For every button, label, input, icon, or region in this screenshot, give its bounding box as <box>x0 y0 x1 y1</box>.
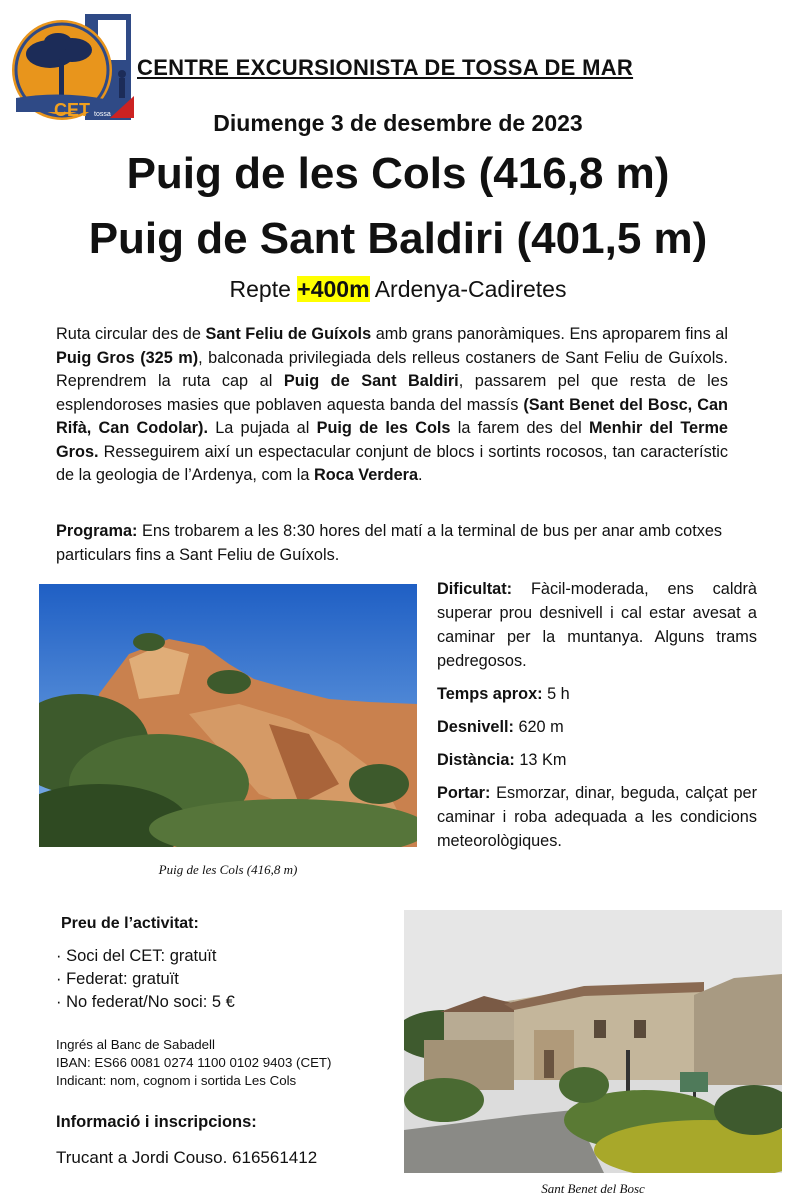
organization-name: CENTRE EXCURSIONISTA DE TOSSA DE MAR <box>137 55 634 80</box>
price-list <box>56 945 235 1014</box>
event-date: Diumenge 3 de desembre de 2023 <box>213 110 583 136</box>
challenge-prefix: Repte <box>229 276 291 302</box>
details-column <box>437 577 757 862</box>
svg-text:CET: CET <box>54 100 90 120</box>
info-title: Informació i inscripcions: <box>56 1113 257 1131</box>
svg-text:tossa: tossa <box>94 111 111 118</box>
bank-iban: IBAN: ES66 0081 0274 1100 0102 9403 (CET) <box>56 1055 332 1070</box>
photo2-caption: Sant Benet del Bosc <box>541 1181 645 1196</box>
program-paragraph: Programa: Ens trobarem a les 8:30 hores del matí a la terminal de bus per anar amb cotxes particulars fins a Sant Feliu de Guíxols. <box>56 522 723 564</box>
intro-paragraph: Ruta circular des de Sant Feliu de Guíxols amb grans panoràmiques. Ens aproparem fins al Puig Gros (325 m), balconada privilegiada dels relleus costaners de Sant Feliu de Guíxols. Reprendrem la ruta cap al Puig de Sant Baldiri, passarem pel que resta de les esplendoroses masies que poblaven aquesta banda del massís (Sant Benet del Bosc, Can Rifà, Can Codolar). La pujada al Puig de les Cols la farem des del Menhir del Terme Gros. Resseguirem així un espectacular conjunt de blocs i sortints rocosos, tan característic de la geologia de l’Ardenya, com la Roca Verdera. <box>56 325 728 484</box>
photo1-caption: Puig de les Cols (416,8 m) <box>158 862 298 877</box>
challenge-suffix: Ardenya-Cadiretes <box>374 276 567 302</box>
puig-de-les-cols-photo <box>39 584 417 847</box>
sant-benet-del-bosc-photo <box>404 910 782 1173</box>
price-item: · Soci del CET: gratuït <box>56 947 217 965</box>
title-line-1: Puig de les Cols (416,8 m) <box>126 149 670 198</box>
bank-line: Indicant: nom, cognom i sortida Les Cols <box>56 1073 297 1088</box>
title-line-2: Puig de Sant Baldiri (401,5 m) <box>88 214 708 263</box>
challenge-highlight: +400m <box>297 276 370 302</box>
price-item: · No federat/No soci: 5 € <box>56 993 235 1011</box>
challenge-line <box>0 276 796 303</box>
distance-text: Distància: 13 Km <box>437 751 567 769</box>
bank-line: Ingrés al Banc de Sabadell <box>56 1037 215 1052</box>
bank-info <box>56 1036 331 1090</box>
program-label: Programa: <box>56 522 138 540</box>
contact-text: Trucant a Jordi Couso. 616561412 <box>56 1148 318 1167</box>
time-text: Temps aprox: 5 h <box>437 685 570 703</box>
price-title: Preu de l’activitat: <box>61 915 199 932</box>
bring-text: Portar: Esmorzar, dinar, beguda, calçat per caminar i roba adequada a les condicions meteorològiques. <box>437 784 757 850</box>
price-item: · Federat: gratuït <box>56 970 179 988</box>
difficulty-text: Dificultat: Fàcil-moderada, ens caldrà superar prou desnivell i cal estar avesat a caminar per la muntanya. Alguns trams pedregosos. <box>437 580 757 670</box>
elevation-text: Desnivell: 620 m <box>437 718 564 736</box>
